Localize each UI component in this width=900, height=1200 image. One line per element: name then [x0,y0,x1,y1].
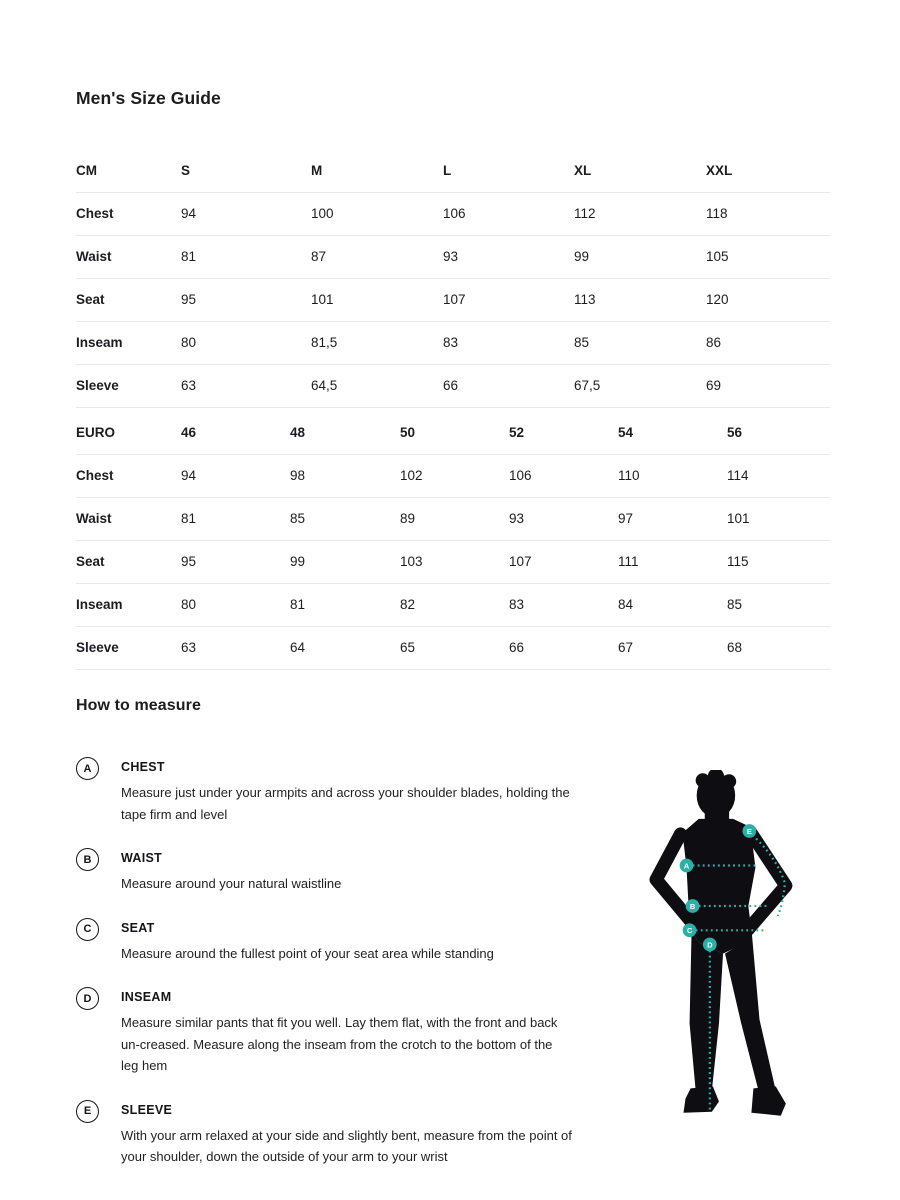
marker-b [686,899,700,913]
cell: 95 [181,541,290,584]
cell: 89 [400,498,509,541]
man-silhouette-diagram [646,770,798,1120]
man-silhouette [656,770,786,1116]
table-row-inseam [76,584,830,627]
measure-item-title: SEAT [121,920,155,935]
euro-column-header-56: 56 [727,408,830,455]
cell: 87 [311,236,443,279]
measure-item-description: With your arm relaxed at your side and slightly bent, measure from the point of your shoulder, down the outside of your arm to your wrist [121,1127,572,1164]
row-label: Seat [76,279,181,322]
cell: 118 [706,193,830,236]
how-to-measure-heading: How to measure [76,697,201,714]
cell: 120 [706,279,830,322]
measure-item-sleeve [76,1098,644,1168]
cell: 81,5 [311,322,443,365]
table-row-seat [76,541,830,584]
measure-item-description: Measure just under your armpits and across your shoulder blades, holding the tape firm and level [121,785,570,822]
letter-badge-a: A [76,757,99,780]
table-row-waist [76,498,830,541]
cell: 110 [618,455,727,498]
euro-header-row [76,408,830,455]
svg-text:A: A [683,861,690,871]
svg-text:C: C [686,926,693,936]
measure-item-title: WAIST [121,851,163,865]
cell: 99 [574,236,706,279]
cell: 113 [574,279,706,322]
cell: 114 [727,455,830,498]
euro-column-header-46: 46 [181,408,290,455]
measure-item-description: Measure around the fullest point of your seat area while standing [121,945,494,961]
measure-item-title: CHEST [121,760,165,774]
cell: 67 [618,627,727,670]
table-row-waist [76,236,830,279]
table-row-inseam [76,322,830,365]
letter-badge-b: B [76,848,99,871]
cell: 85 [727,584,830,627]
letter-badge-e: E [76,1100,99,1123]
row-label: Sleeve [76,365,181,408]
how-to-measure-section [76,755,830,1189]
cell: 64 [290,627,400,670]
cell: 83 [509,584,618,627]
cell: 106 [509,455,618,498]
row-label: Inseam [76,584,181,627]
marker-c [683,923,697,937]
table-row-sleeve [76,627,830,670]
cell: 80 [181,584,290,627]
measure-item-description: Measure similar pants that fit you well. Lay them flat, with the front and back un-creased. Measure along the inseam from the crotch to the bottom of the leg hem [121,1015,558,1073]
size-column-header-xl: XL [574,151,706,193]
measure-item-chest [76,755,644,825]
cell: 100 [311,193,443,236]
svg-text:B: B [689,901,696,911]
cell: 68 [727,627,830,670]
size-column-header-m: M [311,151,443,193]
cell: 94 [181,193,311,236]
svg-text:D: D [707,940,713,950]
cell: 69 [706,365,830,408]
measure-item-title: INSEAM [121,990,172,1004]
euro-size-table [76,408,830,670]
cell: 94 [181,455,290,498]
row-label: Seat [76,541,181,584]
cell: 63 [181,627,290,670]
table-row-chest [76,193,830,236]
measure-list [76,755,644,1189]
cell: 80 [181,322,311,365]
page-title: Men's Size Guide [76,88,221,108]
cell: 64,5 [311,365,443,408]
cell: 93 [443,236,574,279]
cell: 63 [181,365,311,408]
cell: 84 [618,584,727,627]
euro-column-header-54: 54 [618,408,727,455]
cell: 103 [400,541,509,584]
cell: 101 [311,279,443,322]
letter-badge-d: D [76,987,99,1010]
table-row-sleeve [76,365,830,408]
marker-a [680,859,694,873]
measure-item-waist [76,846,644,895]
cell: 95 [181,279,311,322]
measure-item-title: SLEEVE [121,1102,173,1117]
letter-badge-c: C [76,918,99,941]
cell: 107 [509,541,618,584]
cell: 83 [443,322,574,365]
table-row-chest [76,455,830,498]
cell: 66 [443,365,574,408]
cm-size-table [76,151,830,408]
row-label: Chest [76,455,181,498]
row-label: Waist [76,498,181,541]
cell: 111 [618,541,727,584]
row-label: Sleeve [76,627,181,670]
cell: 81 [181,498,290,541]
cell: 86 [706,322,830,365]
cell: 97 [618,498,727,541]
measure-item-inseam [76,985,644,1077]
cell: 98 [290,455,400,498]
cm-header-row [76,151,830,193]
euro-column-header-52: 52 [509,408,618,455]
row-label: Chest [76,193,181,236]
size-column-header-xxl: XXL [706,151,830,193]
row-label: Inseam [76,322,181,365]
cell: 67,5 [574,365,706,408]
cell: 106 [443,193,574,236]
cell: 107 [443,279,574,322]
measure-item-seat [76,916,644,965]
measurement-figure [646,770,798,1125]
row-label: Waist [76,236,181,279]
measure-item-description: Measure around your natural waistline [121,876,342,891]
cell: 115 [727,541,830,584]
cell: 85 [290,498,400,541]
cm-unit-header: CM [76,151,181,193]
euro-column-header-48: 48 [290,408,400,455]
size-column-header-s: S [181,151,311,193]
svg-text:E: E [746,826,752,836]
cell: 81 [181,236,311,279]
cell: 81 [290,584,400,627]
cell: 102 [400,455,509,498]
cell: 85 [574,322,706,365]
cell: 101 [727,498,830,541]
marker-e [742,824,756,838]
euro-unit-header: EURO [76,408,181,455]
cell: 112 [574,193,706,236]
euro-column-header-50: 50 [400,408,509,455]
cell: 66 [509,627,618,670]
table-row-seat [76,279,830,322]
cell: 65 [400,627,509,670]
cell: 82 [400,584,509,627]
size-column-header-l: L [443,151,574,193]
cell: 93 [509,498,618,541]
cell: 105 [706,236,830,279]
cell: 99 [290,541,400,584]
marker-d [703,938,717,952]
